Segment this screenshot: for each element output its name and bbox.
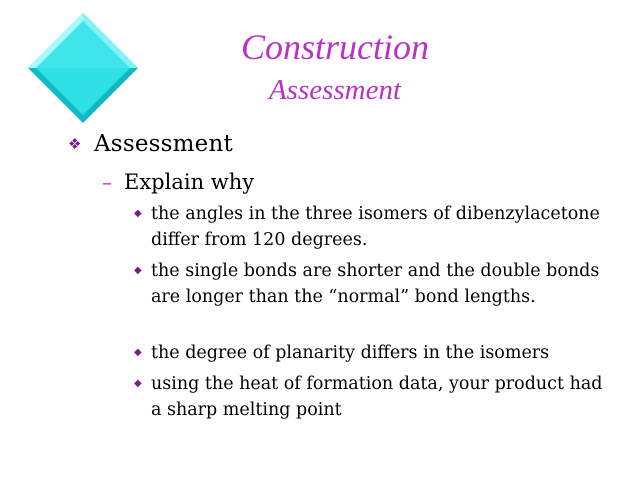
- four-petal-diamond-icon: ❖: [68, 135, 82, 153]
- list-item-text: using the heat of formation data, your product had a sharp melting point: [151, 374, 603, 420]
- small-diamond-icon: ◆: [134, 378, 142, 389]
- cyan-diamond-icon: [28, 13, 138, 123]
- small-diamond-icon: ◆: [134, 347, 142, 358]
- list-item: [134, 371, 604, 423]
- list-item-text: the angles in the three isomers of dibenzylacetone differ from 120 degrees.: [151, 204, 600, 250]
- heading-item: [68, 128, 233, 160]
- dash-icon: –: [102, 170, 112, 194]
- list-item-text: the degree of planarity differs in the isomers: [151, 343, 550, 363]
- small-diamond-icon: ◆: [134, 265, 142, 276]
- list-item: [134, 258, 604, 310]
- small-diamond-icon: ◆: [134, 208, 142, 219]
- slide-title: Construction: [240, 27, 429, 67]
- list-item-text: the single bonds are shorter and the double bonds are longer than the “normal” bond lengths.: [151, 261, 600, 307]
- heading-text: Assessment: [94, 131, 233, 157]
- list-item: [134, 340, 604, 366]
- subheading-text: Explain why: [124, 170, 255, 194]
- slide-subtitle: Assessment: [268, 74, 402, 106]
- subheading-item: [102, 168, 254, 196]
- list-item: [134, 201, 604, 253]
